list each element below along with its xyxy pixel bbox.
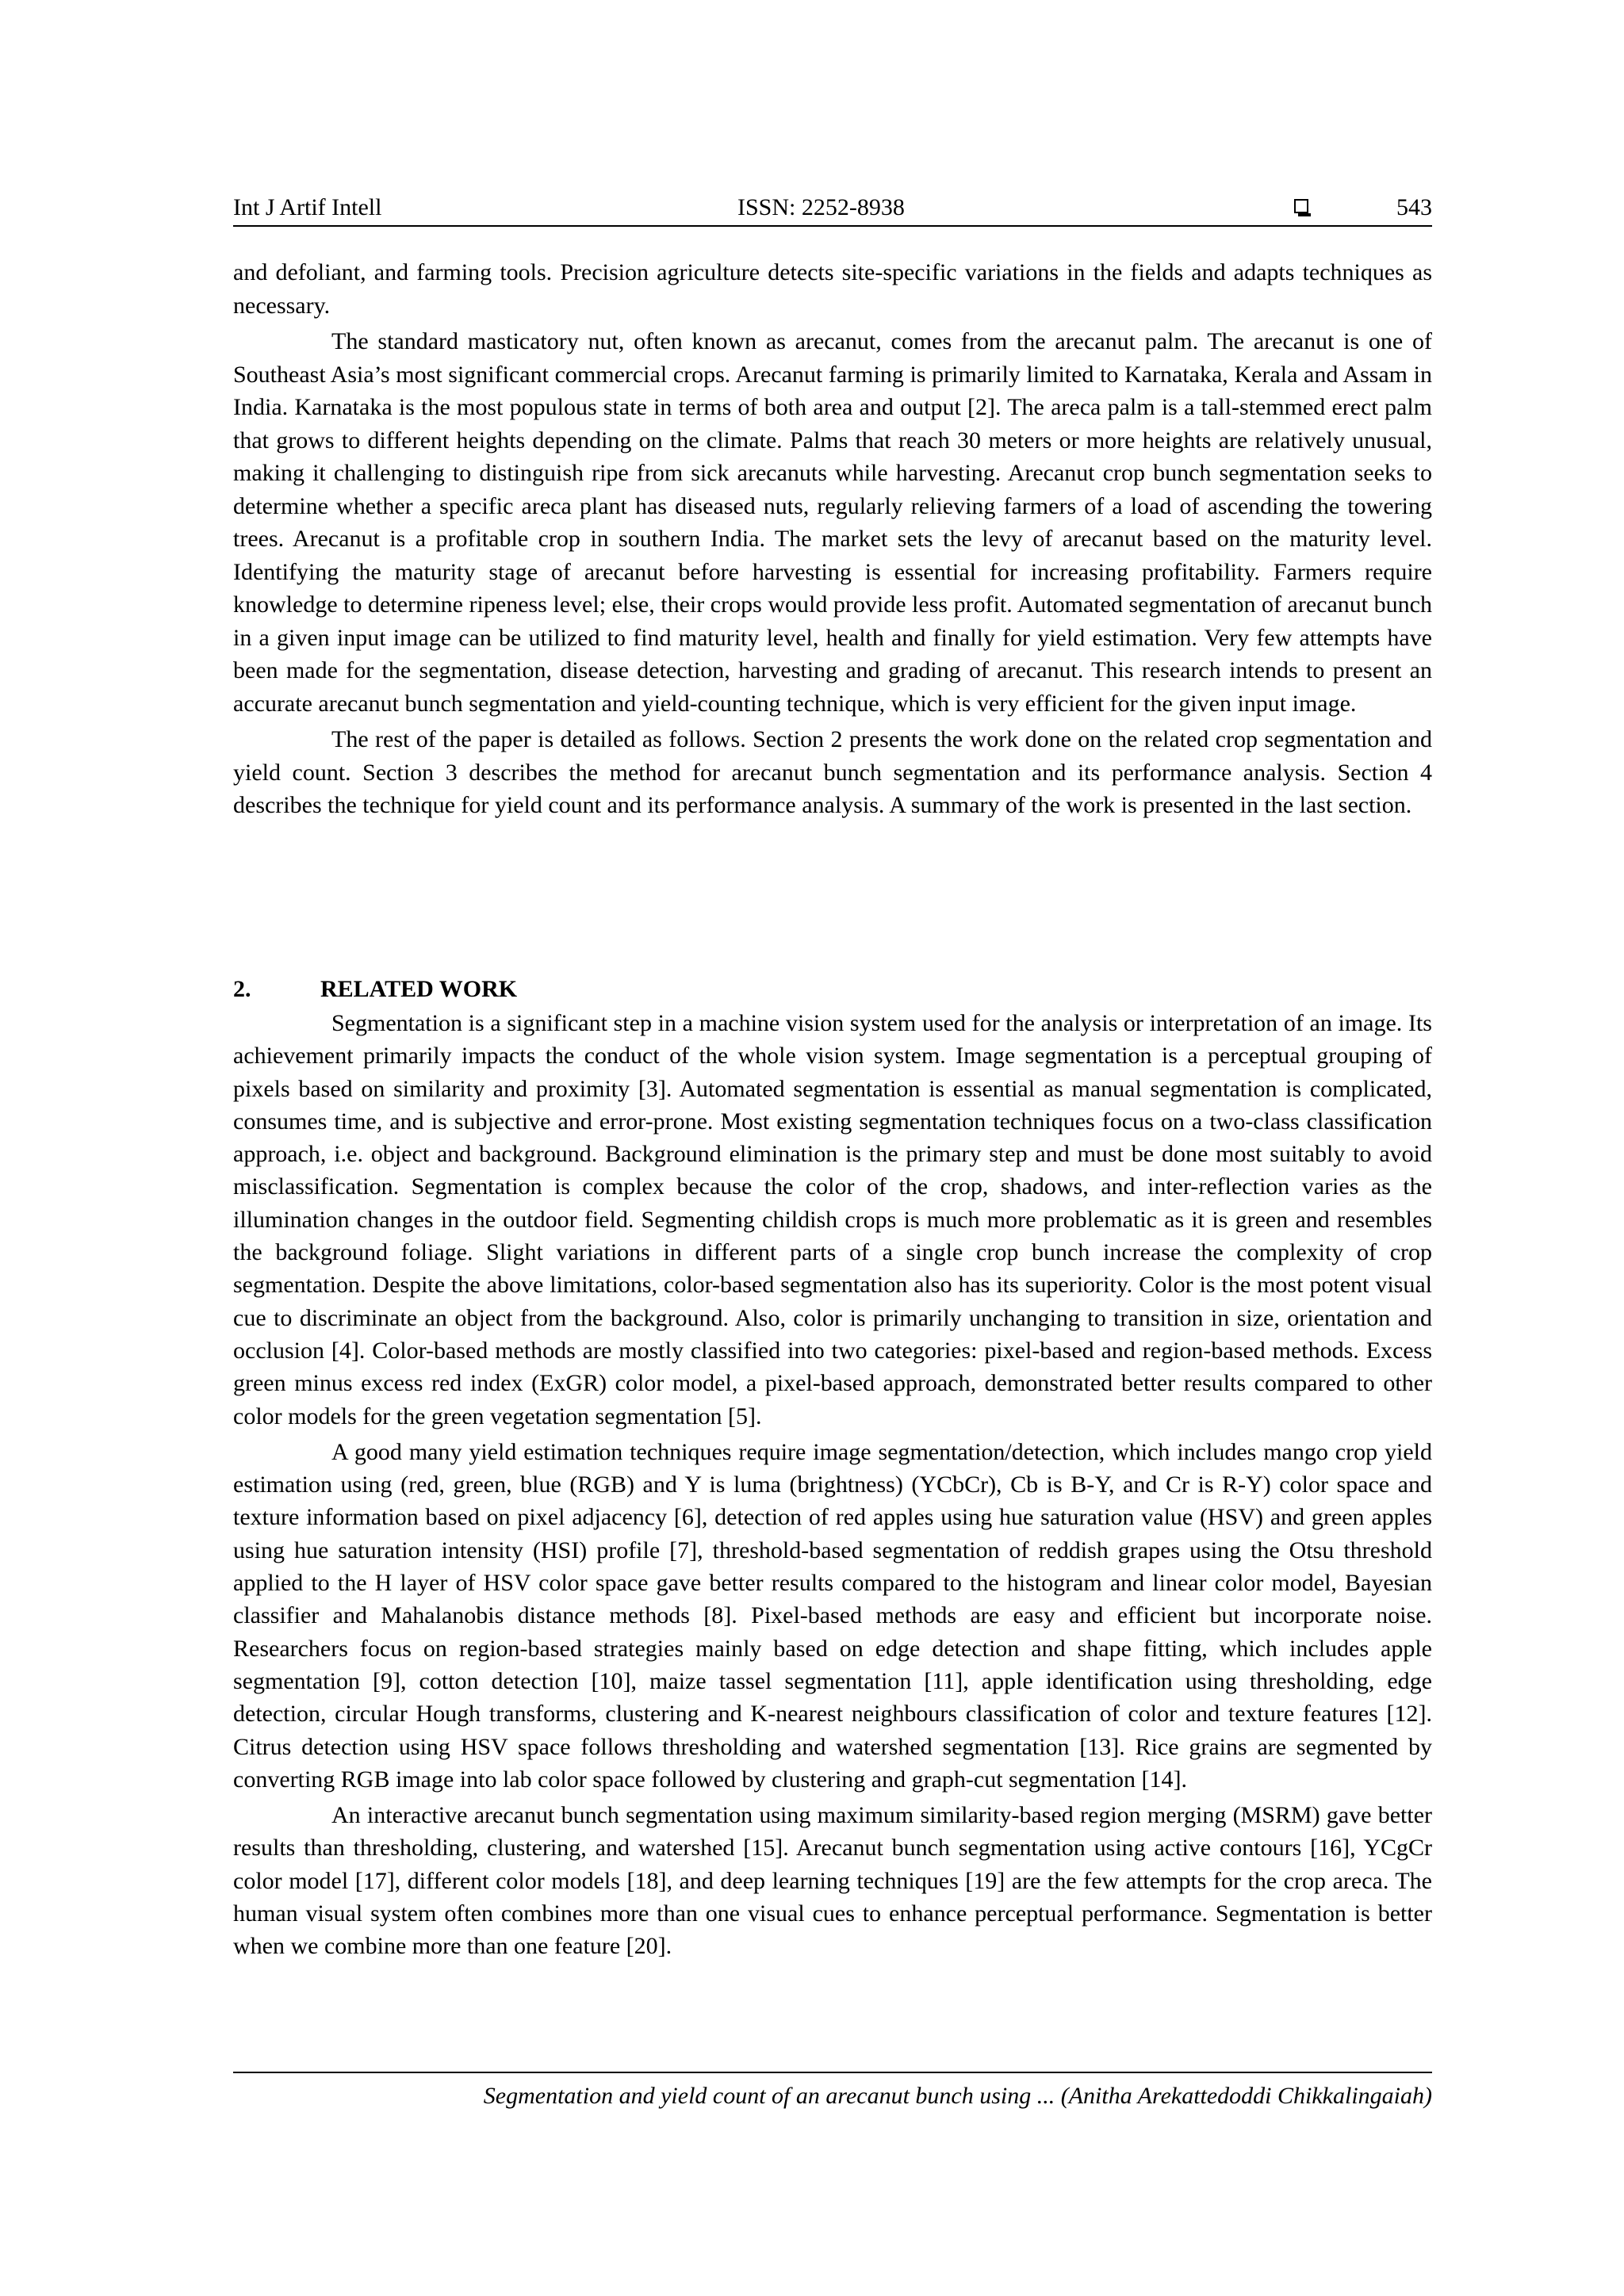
- page-number: 543: [1396, 194, 1432, 220]
- paragraph: The rest of the paper is detailed as follows. Section 2 presents the work done on the related crop segmentation and yield count. Section 3 describes the method for arecanut bunch segmentation and its performance analysis. Section 4 describes the technique for yield count and its performance analysis. A summary of the work is presented in the last section.: [233, 726, 1432, 818]
- paragraph: The standard masticatory nut, often known as arecanut, comes from the arecanut palm. The arecanut is one of Southeast Asia’s most significant commercial crops. Arecanut farming is primarily limited to Karnataka, Kerala and Assam in India. Karnataka is the most populous state in terms of both area and output [2]. The areca palm is a tall-stemmed erect palm that grows to different heights depending on the climate. Palms that reach 30 meters or more heights are relatively unusual, making it challenging to distinguish ripe from sick arecanuts while harvesting. Arecanut crop bunch segmentation seeks to determine whether a specific areca plant has diseased nuts, regularly relieving farmers of a load of ascending the towering trees. Arecanut is a profitable crop in southern India. The market sets the levy of arecanut based on the maturity level. Identifying the maturity stage of arecanut before harvesting is essential for increasing profitability. Farmers require knowledge to determine ripeness level; else, their crops would provide less profit. Automated segmentation of arecanut bunch in a given input image can be utilized to find maturity level, health and finally for yield estimation. Very few attempts have been made for the segmentation, disease detection, harvesting and grading of arecanut. This research intends to present an accurate arecanut bunch segmentation and yield-counting technique, which is very efficient for the given input image.: [233, 328, 1432, 717]
- paragraph: and defoliant, and farming tools. Precision agriculture detects site-specific variations in the fields and adapts techniques as necessary.: [233, 259, 1432, 319]
- section-body: [233, 1007, 1432, 1966]
- paragraph: An interactive arecanut bunch segmentation using maximum similarity-based region merging (MSRM) gave better results than thresholding, clustering, and watershed [15]. Arecanut bunch segmentation using active contours [16], YCgCr color model [17], different color models [18], and deep learning techniques [19] are the few attempts for the crop areca. The human visual system often combines more than one visual cues to enhance perceptual performance. Segmentation is better when we combine more than one feature [20].: [233, 1802, 1432, 1960]
- section-title: RELATED WORK: [320, 976, 518, 1002]
- paper-page: [233, 0, 1432, 2296]
- journal-name: Int J Artif Intell: [233, 194, 382, 220]
- footer-rule: [233, 2072, 1432, 2073]
- running-header: [233, 192, 1432, 224]
- issn: ISSN: 2252-8938: [737, 194, 905, 220]
- running-footer: Segmentation and yield count of an arecanut bunch using ... (Anitha Arekattedoddi Chikkalingaiah): [483, 2083, 1432, 2109]
- paragraph: A good many yield estimation techniques require image segmentation/detection, which includes mango crop yield estimation using (red, green, blue (RGB) and Y is luma (brightness) (YCbCr), Cb is B-Y, and Cr is R-Y) color space and texture information based on pixel adjacency [6], detection of red apples using hue saturation value (HSV) and green apples using hue saturation intensity (HSI) profile [7], threshold-based segmentation of reddish grapes using the Otsu threshold applied to the H layer of HSV color space gave better results compared to the histogram and linear color model, Bayesian classifier and Mahalanobis distance methods [8]. Pixel-based methods are easy and efficient but incorporate noise. Researchers focus on region-based strategies mainly based on edge detection and shape fitting, which includes apple segmentation [9], cotton detection [10], maize tassel segmentation [11], apple identification using thresholding, edge detection, circular Hough transforms, clustering and K-nearest neighbours classification of color and texture features [12]. Citrus detection using HSV space follows thresholding and watershed segmentation [13]. Rice grains are segmented by converting RGB image into lab color space followed by clustering and graph-cut segmentation [14].: [233, 1438, 1432, 1793]
- section-heading: [233, 974, 517, 1005]
- box-icon: [1294, 199, 1308, 213]
- header-rule: [233, 225, 1432, 227]
- paragraph: Segmentation is a significant step in a machine vision system used for the analysis or interpretation of an image. Its achievement primarily impacts the conduct of the whole vision system. Image segmentation is a perceptual grouping of pixels based on similarity and proximity [3]. Automated segmentation is essential as manual segmentation is complicated, consumes time, and is subjective and error-prone. Most existing segmentation techniques focus on a two-class classification approach, i.e. object and background. Background elimination is the primary step and must be done most suitably to avoid misclassification. Segmentation is complex because the color of the crop, shadows, and inter-reflection varies as the illumination changes in the outdoor field. Segmenting childish crops is much more problematic as it is green and resembles the background foliage. Slight variations in different parts of a single crop bunch increase the complexity of crop segmentation. Despite the above limitations, color-based segmentation also has its superiority. Color is the most potent visual cue to discriminate an object from the background. Also, color is primarily unchanging to transition in size, orientation and occlusion [4]. Color-based methods are mostly classified into two categories: pixel-based and region-based methods. Excess green minus excess red index (ExGR) color model, a pixel-based approach, demonstrated better results compared to other color models for the green vegetation segmentation [5].: [233, 1010, 1432, 1429]
- section-number: 2.: [233, 976, 251, 1002]
- intro-body: [233, 256, 1432, 825]
